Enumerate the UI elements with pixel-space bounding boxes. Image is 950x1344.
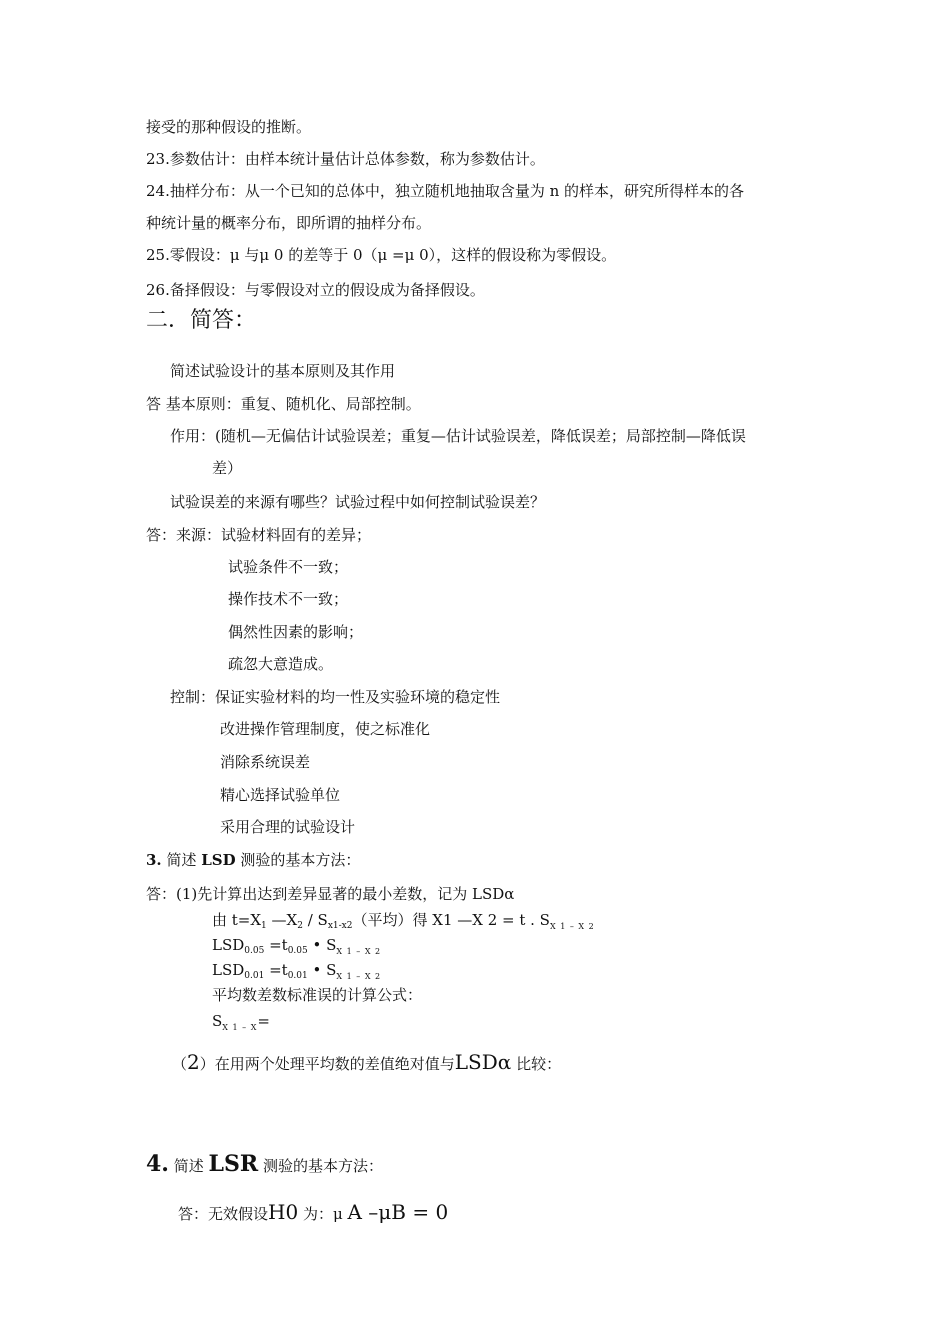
formula-part: / S — [302, 911, 328, 929]
formula-caption: 平均数差数标准误的计算公式： — [212, 986, 423, 1004]
question-text: 简述 — [166, 851, 197, 869]
source-item: 疏忽大意造成。 — [228, 655, 334, 673]
equation: A –μB = 0 — [347, 1200, 449, 1224]
control-item: 改进操作管理制度，使之标准化 — [220, 720, 431, 738]
formula-part: S — [212, 1012, 223, 1030]
question-1: 简述试验设计的基本原则及其作用 — [170, 362, 396, 380]
formula-sub: X 1 – X 2 — [336, 972, 382, 981]
formula-lsd-005 — [212, 935, 381, 962]
formula-sub: 0.05 — [287, 946, 308, 956]
formula-std-error — [212, 1011, 270, 1038]
text-part: （ — [172, 1055, 188, 1073]
question-number: 3. — [146, 851, 162, 869]
answer-3-step-1: 答：(1)先计算出达到差异显著的最小差数，记为 LSDα — [146, 885, 515, 903]
text-part: ）在用两个处理平均数的差值绝对值与 — [199, 1055, 455, 1073]
formula-part: =t — [264, 936, 288, 954]
formula-sub: 0.01 — [244, 971, 265, 981]
answer-1-effects-cont: 差） — [212, 459, 243, 477]
keyword: LSDα — [454, 1050, 512, 1074]
question-text: 测验的基本方法： — [240, 851, 361, 869]
question-3 — [146, 850, 360, 870]
formula-sub: x1-x2 — [327, 921, 353, 931]
formula-part: LSD — [212, 961, 245, 979]
formula-sub: 0.01 — [287, 971, 308, 981]
answer-2-source-label: 答：来源：试验材料固有的差异； — [146, 526, 372, 544]
question-number: 4. — [146, 1151, 169, 1177]
question-keyword: LSD — [201, 851, 236, 869]
formula-lsd-001 — [212, 960, 381, 987]
answer-3-step-2 — [172, 1052, 561, 1074]
formula-t — [212, 910, 595, 937]
definition-24-cont: 种统计量的概率分布，即所谓的抽样分布。 — [146, 214, 432, 232]
formula-sub: X 1 – X 2 — [549, 922, 595, 931]
step-number: 2 — [187, 1050, 200, 1074]
definition-26: 26.备择假设：与零假设对立的假设成为备择假设。 — [146, 281, 485, 299]
question-2: 试验误差的来源有哪些？试验过程中如何控制试验误差？ — [170, 493, 546, 511]
answer-4 — [178, 1198, 448, 1228]
formula-sub: 0.05 — [244, 946, 265, 956]
formula-part: —X — [266, 911, 298, 929]
definition-line: 接受的那种假设的推断。 — [146, 118, 312, 136]
formula-sub: X 1 – X 2 — [336, 947, 382, 956]
formula-part: LSD — [212, 936, 245, 954]
answer-1-effects: 作用：(随机—无偏估计试验误差；重复—估计试验误差，降低误差；局部控制—降低误 — [170, 427, 746, 445]
formula-part: = — [257, 1012, 270, 1030]
formula-sub: 1 — [261, 921, 267, 931]
text-part: 比较： — [516, 1055, 562, 1073]
source-item: 试验条件不一致； — [228, 558, 349, 576]
keyword: H0 — [268, 1200, 299, 1224]
question-keyword: LSR — [208, 1151, 259, 1177]
formula-part: • S — [307, 936, 337, 954]
question-text: 简述 — [173, 1157, 204, 1175]
answer-2-control-label: 控制：保证实验材料的均一性及实验环境的稳定性 — [170, 688, 501, 706]
answer-1-principles: 答 基本原则：重复、随机化、局部控制。 — [146, 395, 421, 413]
text-part: 答：无效假设 — [178, 1205, 269, 1223]
text-part: 为：μ — [302, 1205, 343, 1223]
definition-24: 24.抽样分布：从一个已知的总体中，独立随机地抽取含量为 n 的样本，研究所得样本的各 — [146, 182, 745, 200]
formula-part: • S — [307, 961, 337, 979]
formula-sub: X 1 – X — [222, 1023, 258, 1032]
question-4 — [146, 1150, 383, 1180]
formula-part: =t — [264, 961, 288, 979]
source-item: 操作技术不一致； — [228, 590, 349, 608]
control-item: 消除系统误差 — [220, 753, 311, 771]
section-heading: 二．简答： — [146, 308, 257, 333]
question-text: 测验的基本方法： — [262, 1157, 383, 1175]
definition-23: 23.参数估计：由样本统计量估计总体参数，称为参数估计。 — [146, 150, 545, 168]
control-item: 采用合理的试验设计 — [220, 818, 356, 836]
formula-part: 由 t=X — [212, 911, 262, 929]
definition-25: 25.零假设：μ 与μ 0 的差等于 0（μ =μ 0），这样的假设称为零假设。 — [146, 246, 617, 264]
control-item: 精心选择试验单位 — [220, 786, 341, 804]
formula-part: （平均）得 X1 —X 2 = t . S — [352, 911, 550, 929]
source-item: 偶然性因素的影响； — [228, 623, 364, 641]
formula-sub: 2 — [297, 921, 303, 931]
